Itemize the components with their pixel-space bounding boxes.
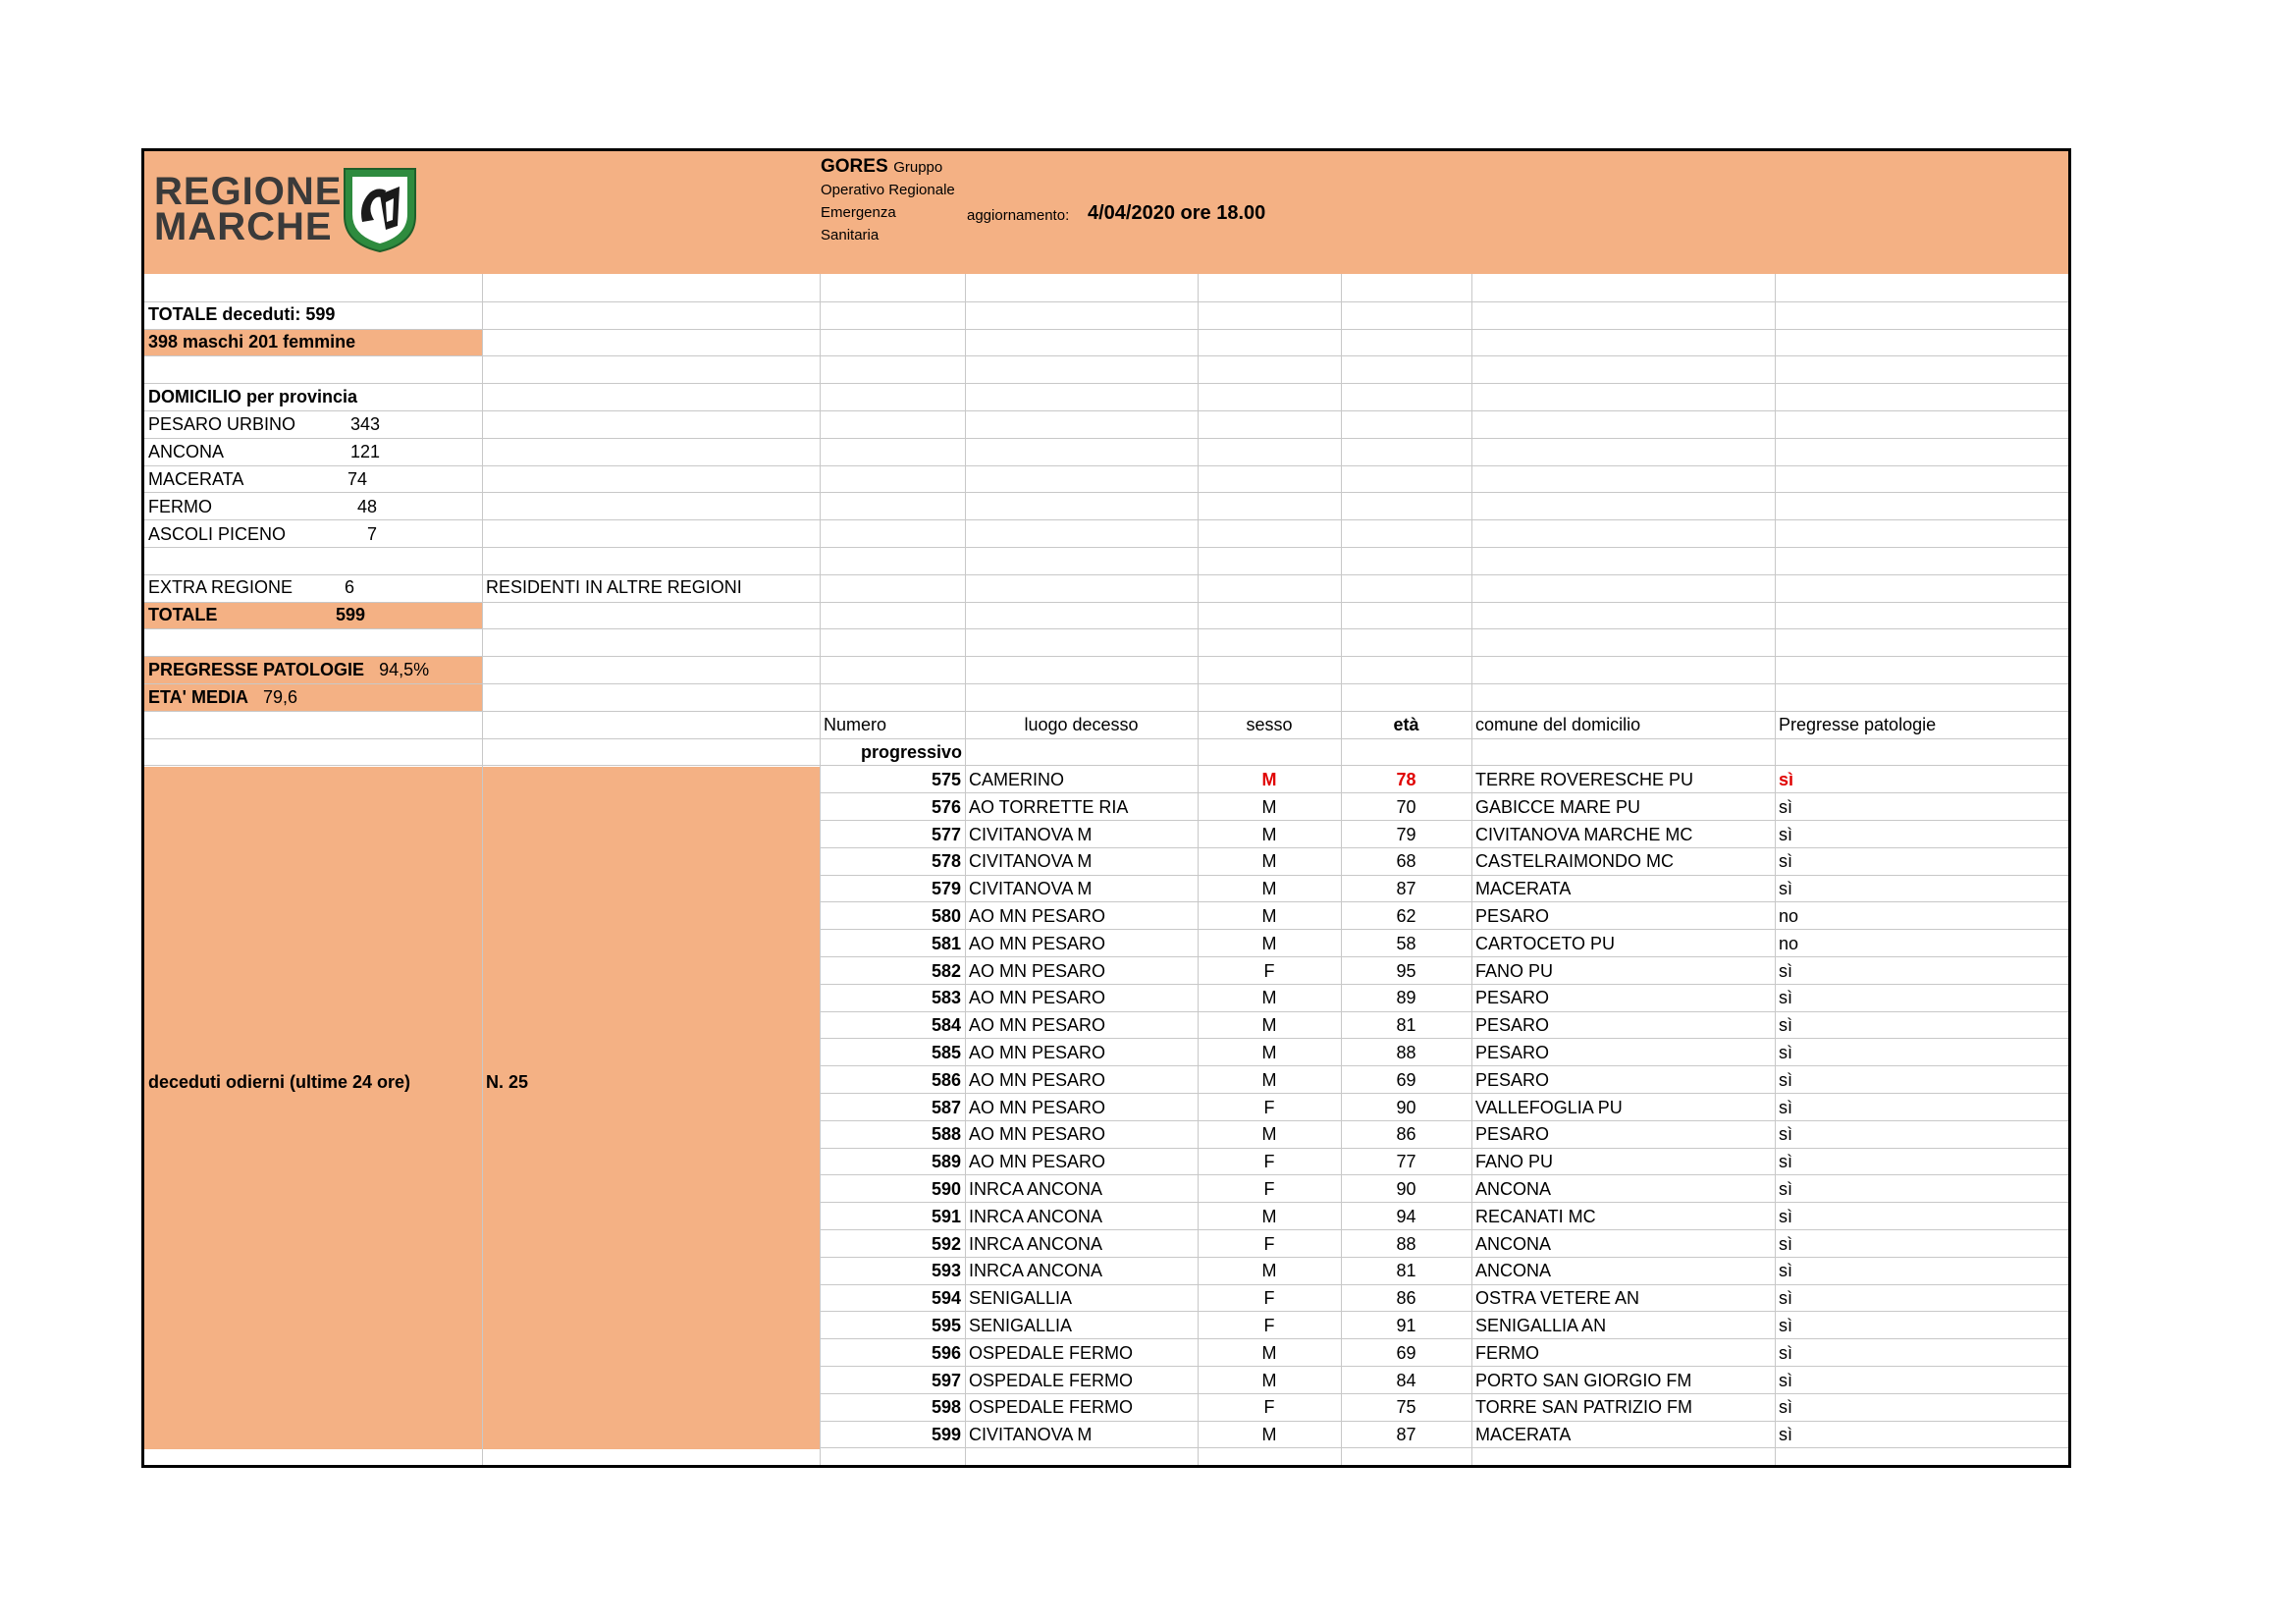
province-count: 343 — [349, 414, 380, 434]
cell-eta: 62 — [1396, 906, 1416, 926]
cell-sesso: M — [1261, 934, 1277, 953]
cell-eta: 86 — [1396, 1124, 1416, 1144]
cell-patologie: sì — [1779, 1098, 1793, 1117]
cell-luogo: AO MN PESARO — [969, 961, 1106, 981]
cell-numero: 591 — [931, 1207, 961, 1226]
cell-sesso: F — [1263, 1397, 1275, 1417]
eta-media-summary: ETA' MEDIA 79,6 — [148, 687, 298, 707]
grid-row-line — [144, 301, 2071, 302]
cell-comune: GABICCE MARE PU — [1475, 797, 1641, 817]
cell-comune: PESARO — [1475, 1070, 1550, 1090]
cell-comune: CIVITANOVA MARCHE MC — [1475, 825, 1693, 844]
cell-luogo: INRCA ANCONA — [969, 1207, 1103, 1226]
cell-eta: 75 — [1396, 1397, 1416, 1417]
cell-patologie: sì — [1779, 879, 1793, 898]
update-value: 4/04/2020 ore 18.00 — [1088, 202, 1266, 224]
cell-comune: PESARO — [1475, 1124, 1550, 1144]
cell-sesso: M — [1261, 1207, 1277, 1226]
cell-sesso: F — [1263, 1179, 1275, 1199]
cell-sesso: F — [1263, 961, 1275, 981]
cell-sesso: M — [1261, 1015, 1277, 1035]
cell-eta: 81 — [1396, 1015, 1416, 1035]
cell-comune: TORRE SAN PATRIZIO FM — [1475, 1397, 1693, 1417]
cell-patologie: sì — [1779, 1343, 1793, 1363]
extra-regione-count: 6 — [344, 577, 354, 597]
cell-eta: 70 — [1396, 797, 1416, 817]
cell-patologie: sì — [1779, 1371, 1793, 1390]
cell-patologie: sì — [1779, 988, 1793, 1007]
grid-row-line — [144, 492, 2071, 493]
cell-comune: PESARO — [1475, 1015, 1550, 1035]
cell-eta: 87 — [1396, 879, 1416, 898]
cell-patologie: no — [1779, 934, 1799, 953]
cell-patologie: sì — [1779, 1152, 1793, 1171]
col-header-progressivo: progressivo — [861, 742, 963, 762]
cell-patologie: sì — [1779, 1261, 1793, 1280]
cell-patologie: sì — [1779, 1425, 1793, 1444]
grid-row-line — [144, 465, 2071, 466]
cell-patologie: no — [1779, 906, 1799, 926]
cell-sesso: M — [1261, 797, 1277, 817]
cell-patologie: sì — [1779, 1124, 1793, 1144]
cell-sesso: M — [1261, 1124, 1277, 1144]
cell-sesso: F — [1263, 1152, 1275, 1171]
cell-eta: 81 — [1396, 1261, 1416, 1280]
cell-luogo: AO MN PESARO — [969, 988, 1106, 1007]
province-name: PESARO URBINO — [148, 414, 296, 434]
grid-row-line — [144, 628, 2071, 629]
cell-luogo: AO MN PESARO — [969, 1152, 1106, 1171]
cell-eta: 87 — [1396, 1425, 1416, 1444]
province-count: 7 — [366, 524, 377, 544]
cell-numero: 578 — [931, 851, 961, 871]
cell-patologie: sì — [1779, 1288, 1793, 1308]
cell-luogo: CIVITANOVA M — [969, 851, 1093, 871]
cell-comune: PESARO — [1475, 988, 1550, 1007]
cell-eta: 90 — [1396, 1098, 1416, 1117]
cell-numero: 590 — [931, 1179, 961, 1199]
cell-numero: 593 — [931, 1261, 961, 1280]
cell-luogo: SENIGALLIA — [969, 1288, 1073, 1308]
province-name: FERMO — [148, 497, 212, 516]
totale-value: 599 — [335, 605, 365, 624]
cell-luogo: AO MN PESARO — [969, 1124, 1106, 1144]
province-name: ASCOLI PICENO — [148, 524, 287, 544]
cell-eta: 68 — [1396, 851, 1416, 871]
cell-numero: 576 — [931, 797, 961, 817]
extra-regione-name: EXTRA REGIONE — [148, 577, 294, 597]
cell-comune: OSTRA VETERE AN — [1475, 1288, 1640, 1308]
cell-numero: 577 — [931, 825, 961, 844]
cell-sesso: M — [1261, 1425, 1277, 1444]
cell-luogo: OSPEDALE FERMO — [969, 1371, 1134, 1390]
cell-sesso: M — [1261, 1261, 1277, 1280]
grid-col-line — [482, 274, 483, 1468]
cell-numero: 599 — [931, 1425, 961, 1444]
cell-comune: PESARO — [1475, 1043, 1550, 1062]
cell-luogo: AO MN PESARO — [969, 1015, 1106, 1035]
cell-sesso: F — [1263, 1234, 1275, 1254]
cell-eta: 77 — [1396, 1152, 1416, 1171]
cell-eta: 69 — [1396, 1343, 1416, 1363]
cell-numero: 598 — [931, 1397, 961, 1417]
grid-row-line — [144, 765, 2071, 766]
update-label: aggiornamento: — [967, 207, 1070, 224]
cell-eta: 94 — [1396, 1207, 1416, 1226]
grid-row-line — [144, 547, 2071, 548]
regione-marche-emblem-icon — [341, 165, 419, 255]
cell-comune: TERRE ROVERESCHE PU — [1475, 770, 1694, 789]
gores-line-2: Operativo Regionale — [821, 182, 955, 198]
cell-sesso: M — [1261, 988, 1277, 1007]
deceduti-odierni-value: N. 25 — [486, 1072, 529, 1092]
cell-numero: 579 — [931, 879, 961, 898]
cell-comune: FANO PU — [1475, 1152, 1554, 1171]
cell-numero: 585 — [931, 1043, 961, 1062]
cell-comune: ANCONA — [1475, 1261, 1552, 1280]
cell-numero: 597 — [931, 1371, 961, 1390]
cell-luogo: AO MN PESARO — [969, 934, 1106, 953]
grid-row-line — [144, 656, 2071, 657]
cell-comune: PESARO — [1475, 906, 1550, 926]
cell-luogo: OSPEDALE FERMO — [969, 1343, 1134, 1363]
cell-comune: RECANATI MC — [1475, 1207, 1596, 1226]
cell-numero: 596 — [931, 1343, 961, 1363]
cell-comune: MACERATA — [1475, 1425, 1572, 1444]
cell-patologie: sì — [1779, 1234, 1793, 1254]
col-header-comune: comune del domicilio — [1475, 715, 1641, 734]
cell-luogo: CAMERINO — [969, 770, 1065, 789]
cell-luogo: CIVITANOVA M — [969, 825, 1093, 844]
cell-sesso: M — [1261, 851, 1277, 871]
cell-eta: 88 — [1396, 1043, 1416, 1062]
cell-numero: 594 — [931, 1288, 961, 1308]
cell-luogo: AO TORRETTE RIA — [969, 797, 1129, 817]
cell-patologie: sì — [1779, 1179, 1793, 1199]
cell-sesso: M — [1261, 1371, 1277, 1390]
cell-eta: 58 — [1396, 934, 1416, 953]
cell-eta: 90 — [1396, 1179, 1416, 1199]
cell-comune: PORTO SAN GIORGIO FM — [1475, 1371, 1692, 1390]
cell-patologie: sì — [1779, 1207, 1793, 1226]
gores-line-3: Emergenza — [821, 204, 896, 221]
cell-luogo: INRCA ANCONA — [969, 1179, 1103, 1199]
extra-regione-note: RESIDENTI IN ALTRE REGIONI — [486, 577, 742, 597]
cell-comune: CARTOCETO PU — [1475, 934, 1616, 953]
grid-row-line — [144, 683, 2071, 684]
cell-patologie: sì — [1779, 1397, 1793, 1417]
cell-sesso: M — [1261, 1043, 1277, 1062]
cell-luogo: INRCA ANCONA — [969, 1261, 1103, 1280]
grid-row-line — [144, 329, 2071, 330]
province-count: 48 — [356, 497, 377, 516]
cell-sesso: M — [1261, 879, 1277, 898]
regione-marche-logo — [154, 161, 429, 259]
cell-sesso: M — [1261, 770, 1277, 789]
cell-eta: 79 — [1396, 825, 1416, 844]
cell-numero: 584 — [931, 1015, 961, 1035]
cell-sesso: M — [1261, 1070, 1277, 1090]
cell-eta: 91 — [1396, 1316, 1416, 1335]
cell-luogo: AO MN PESARO — [969, 906, 1106, 926]
cell-patologie: sì — [1779, 851, 1793, 871]
cell-comune: FERMO — [1475, 1343, 1539, 1363]
grid-row-line — [144, 602, 2071, 603]
cell-numero: 587 — [931, 1098, 961, 1117]
cell-patologie: sì — [1779, 825, 1793, 844]
cell-patologie: sì — [1779, 961, 1793, 981]
cell-numero: 580 — [931, 906, 961, 926]
patologie-summary: PREGRESSE PATOLOGIE 94,5% — [148, 660, 430, 679]
cell-numero: 582 — [931, 961, 961, 981]
cell-comune: SENIGALLIA AN — [1475, 1316, 1607, 1335]
cell-luogo: OSPEDALE FERMO — [969, 1397, 1134, 1417]
cell-sesso: M — [1261, 906, 1277, 926]
cell-sesso: F — [1263, 1316, 1275, 1335]
province-count: 121 — [349, 442, 380, 461]
province-count: 74 — [347, 469, 367, 489]
cell-numero: 586 — [931, 1070, 961, 1090]
cell-numero: 583 — [931, 988, 961, 1007]
cell-eta: 89 — [1396, 988, 1416, 1007]
grid-col-line — [1775, 274, 1776, 1468]
cell-eta: 86 — [1396, 1288, 1416, 1308]
cell-numero: 588 — [931, 1124, 961, 1144]
cell-comune: MACERATA — [1475, 879, 1572, 898]
cell-comune: ANCONA — [1475, 1179, 1552, 1199]
col-header-sesso: sesso — [1246, 715, 1293, 734]
logo-text-marche: MARCHE — [154, 205, 333, 248]
grid-col-line — [1471, 274, 1472, 1468]
cell-sesso: F — [1263, 1288, 1275, 1308]
cell-sesso: F — [1263, 1098, 1275, 1117]
grid-row-line — [144, 738, 2071, 739]
cell-sesso: M — [1261, 825, 1277, 844]
cell-patologie: sì — [1779, 1043, 1793, 1062]
deceduti-odierni-label: deceduti odierni (ultime 24 ore) — [148, 1072, 411, 1092]
cell-luogo: SENIGALLIA — [969, 1316, 1073, 1335]
cell-comune: FANO PU — [1475, 961, 1554, 981]
report-header — [144, 151, 2068, 274]
report-sheet — [141, 148, 2071, 1468]
grid-row-line — [144, 438, 2071, 439]
totale-label: TOTALE — [148, 605, 218, 624]
province-name: ANCONA — [148, 442, 225, 461]
cell-patologie: sì — [1779, 770, 1794, 789]
cell-patologie: sì — [1779, 1316, 1793, 1335]
cell-comune: CASTELRAIMONDO MC — [1475, 851, 1675, 871]
cell-eta: 95 — [1396, 961, 1416, 981]
cell-luogo: CIVITANOVA M — [969, 879, 1093, 898]
cell-patologie: sì — [1779, 1070, 1793, 1090]
col-header-patologie: Pregresse patologie — [1779, 715, 1937, 734]
cell-eta: 84 — [1396, 1371, 1416, 1390]
cell-eta: 88 — [1396, 1234, 1416, 1254]
cell-comune: VALLEFOGLIA PU — [1475, 1098, 1623, 1117]
cell-numero: 581 — [931, 934, 961, 953]
province-name: MACERATA — [148, 469, 244, 489]
cell-luogo: INRCA ANCONA — [969, 1234, 1103, 1254]
cell-sesso: M — [1261, 1343, 1277, 1363]
cell-luogo: AO MN PESARO — [969, 1098, 1106, 1117]
col-header-eta: età — [1393, 715, 1419, 734]
gender-split: 398 maschi 201 femmine — [148, 332, 356, 352]
grid-row-line — [144, 519, 2071, 520]
cell-patologie: sì — [1779, 797, 1793, 817]
grid-row-line — [144, 410, 2071, 411]
grid-col-line — [965, 274, 966, 1468]
cell-patologie: sì — [1779, 1015, 1793, 1035]
spreadsheet-grid — [144, 274, 2068, 1468]
domicilio-title: DOMICILIO per provincia — [148, 387, 358, 406]
cell-eta: 69 — [1396, 1070, 1416, 1090]
cell-numero: 575 — [931, 770, 961, 789]
grid-row-line — [144, 383, 2071, 384]
grid-row-line — [144, 355, 2071, 356]
cell-numero: 595 — [931, 1316, 961, 1335]
cell-comune: ANCONA — [1475, 1234, 1552, 1254]
grid-row-line — [144, 574, 2071, 575]
cell-numero: 592 — [931, 1234, 961, 1254]
totale-deceduti: TOTALE deceduti: 599 — [148, 304, 336, 324]
col-header-luogo: luogo decesso — [1024, 715, 1139, 734]
cell-luogo: AO MN PESARO — [969, 1043, 1106, 1062]
cell-luogo: CIVITANOVA M — [969, 1425, 1093, 1444]
gores-line-4: Sanitaria — [821, 227, 880, 244]
cell-luogo: AO MN PESARO — [969, 1070, 1106, 1090]
col-header-numero: Numero — [824, 715, 887, 734]
cell-numero: 589 — [931, 1152, 961, 1171]
gores-title: GORES Gruppo — [821, 156, 943, 177]
cell-eta: 78 — [1396, 770, 1416, 789]
logo-text-regione: REGIONE — [154, 170, 343, 213]
